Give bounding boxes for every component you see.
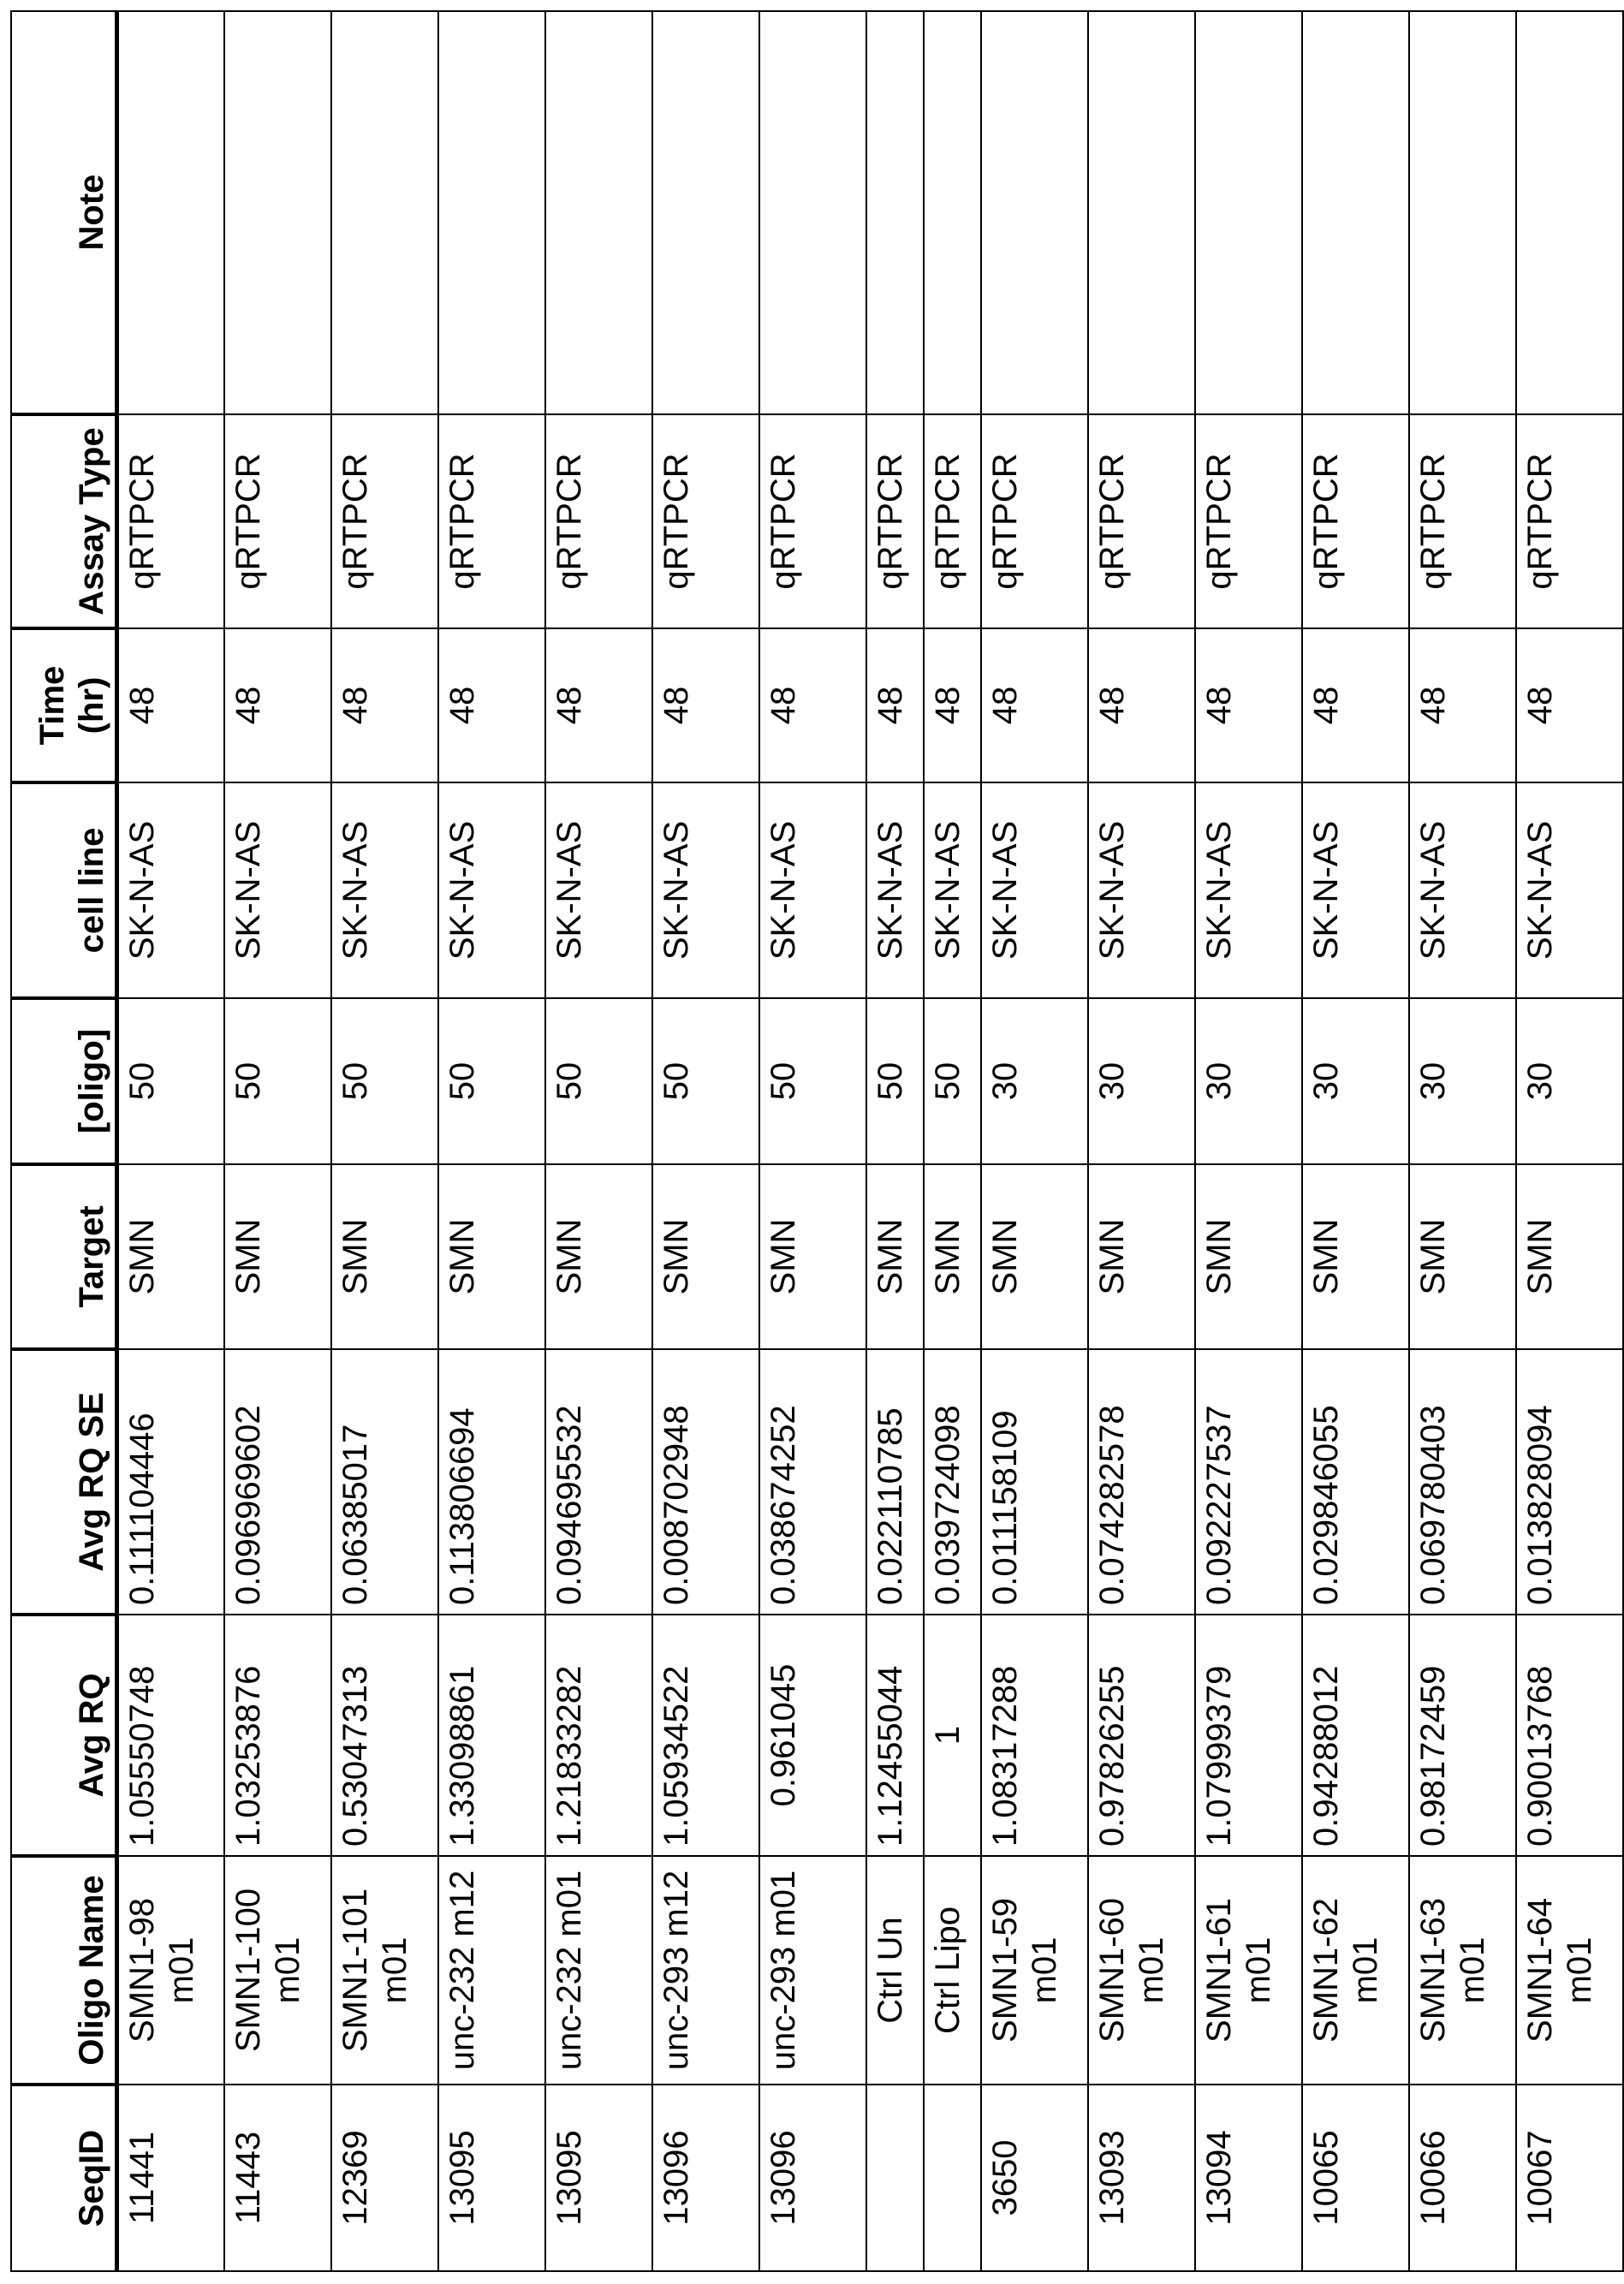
assay-type-cell: qRTPCR (1088, 414, 1195, 628)
avg-rq-se-cell: 0.008702948 (652, 1349, 759, 1615)
assay-type-cell: qRTPCR (759, 414, 866, 628)
table-row (1088, 11, 1195, 2271)
cell-line-cell: SK-N-AS (981, 782, 1088, 998)
avg-rq-cell: 1.07999379 (1195, 1615, 1302, 1856)
avg-rq-se-cell: 0.06385017 (331, 1349, 438, 1615)
assay-type-cell: qRTPCR (117, 414, 224, 628)
avg-rq-se-cell: 0.113806694 (438, 1349, 545, 1615)
target-cell: SMN (924, 1164, 981, 1349)
time-cell: 48 (438, 628, 545, 782)
seqid-cell: 11443 (224, 2085, 331, 2271)
note-cell (545, 11, 652, 414)
target-cell: SMN (331, 1164, 438, 1349)
avg-rq-se-cell: 0.094695532 (545, 1349, 652, 1615)
oligo-conc-cell: 50 (866, 998, 924, 1164)
oligo-conc-cell: 30 (981, 998, 1088, 1164)
target-cell: SMN (438, 1164, 545, 1349)
oligo-conc-cell: 30 (1516, 998, 1623, 1164)
note-cell (1302, 11, 1409, 414)
oligo-conc-cell: 30 (1195, 998, 1302, 1164)
avg-rq-cell: 1.03253876 (224, 1615, 331, 1856)
time-cell: 48 (545, 628, 652, 782)
avg-rq-cell: 0.97826255 (1088, 1615, 1195, 1856)
cell-line-cell: SK-N-AS (652, 782, 759, 998)
note-cell (759, 11, 866, 414)
oligo-name-cell: Ctrl Lipo (924, 1856, 981, 2085)
cell-line-cell: SK-N-AS (1409, 782, 1516, 998)
header-assay-type: Assay Type (11, 414, 117, 628)
avg-rq-cell: 1 (924, 1615, 981, 1856)
avg-rq-cell: 0.90013768 (1516, 1615, 1623, 1856)
table-row (759, 11, 866, 2271)
oligo-name-cell: SMN1-60 m01 (1088, 1856, 1195, 2085)
time-cell: 48 (331, 628, 438, 782)
target-cell: SMN (224, 1164, 331, 1349)
oligo-name-cell: unc-232 m01 (545, 1856, 652, 2085)
target-cell: SMN (117, 1164, 224, 1349)
cell-line-cell: SK-N-AS (759, 782, 866, 998)
seqid-cell: 13095 (545, 2085, 652, 2271)
avg-rq-se-cell: 0.013828094 (1516, 1349, 1623, 1615)
oligo-name-cell: unc-232 m12 (438, 1856, 545, 2085)
note-cell (981, 11, 1088, 414)
avg-rq-cell: 1.21833282 (545, 1615, 652, 1856)
header-cell-line: cell line (11, 782, 117, 998)
target-cell: SMN (1409, 1164, 1516, 1349)
cell-line-cell: SK-N-AS (438, 782, 545, 998)
avg-rq-cell: 1.33098861 (438, 1615, 545, 1856)
avg-rq-cell: 0.94288012 (1302, 1615, 1409, 1856)
avg-rq-cell: 1.05934522 (652, 1615, 759, 1856)
time-cell: 48 (1302, 628, 1409, 782)
target-cell: SMN (1195, 1164, 1302, 1349)
seqid-cell: 13095 (438, 2085, 545, 2271)
note-cell (866, 11, 924, 414)
oligo-name-cell: unc-293 m12 (652, 1856, 759, 2085)
seqid-cell (866, 2085, 924, 2271)
target-cell: SMN (1516, 1164, 1623, 1349)
time-cell: 48 (924, 628, 981, 782)
note-cell (924, 11, 981, 414)
seqid-cell: 3650 (981, 2085, 1088, 2271)
seqid-cell: 13093 (1088, 2085, 1195, 2271)
note-cell (1195, 11, 1302, 414)
table-row (224, 11, 331, 2271)
avg-rq-se-cell: 0.096969602 (224, 1349, 331, 1615)
avg-rq-cell: 1.12455044 (866, 1615, 924, 1856)
header-avg-rq: Avg RQ (11, 1615, 117, 1856)
time-cell: 48 (759, 628, 866, 782)
target-cell: SMN (652, 1164, 759, 1349)
note-cell (1516, 11, 1623, 414)
cell-line-cell: SK-N-AS (1516, 782, 1623, 998)
oligo-name-cell: SMN1-61 m01 (1195, 1856, 1302, 2085)
cell-line-cell: SK-N-AS (924, 782, 981, 998)
target-cell: SMN (981, 1164, 1088, 1349)
time-cell: 48 (652, 628, 759, 782)
rotated-table-page (0, 0, 1624, 2284)
seqid-cell: 13096 (652, 2085, 759, 2271)
time-cell: 48 (866, 628, 924, 782)
assay-type-cell: qRTPCR (331, 414, 438, 628)
avg-rq-cell: 1.05550748 (117, 1615, 224, 1856)
results-table (10, 10, 1624, 2272)
assay-type-cell: qRTPCR (1409, 414, 1516, 628)
time-cell: 48 (117, 628, 224, 782)
oligo-conc-cell: 50 (331, 998, 438, 1164)
seqid-cell: 12369 (331, 2085, 438, 2271)
oligo-name-cell: SMN1-62 m01 (1302, 1856, 1409, 2085)
note-cell (331, 11, 438, 414)
avg-rq-se-cell: 0.074282578 (1088, 1349, 1195, 1615)
avg-rq-se-cell: 0.029846055 (1302, 1349, 1409, 1615)
oligo-conc-cell: 30 (1302, 998, 1409, 1164)
target-cell: SMN (759, 1164, 866, 1349)
time-cell: 48 (1516, 628, 1623, 782)
oligo-conc-cell: 50 (759, 998, 866, 1164)
avg-rq-se-cell: 0.011158109 (981, 1349, 1088, 1615)
avg-rq-cell: 0.98172459 (1409, 1615, 1516, 1856)
assay-type-cell: qRTPCR (981, 414, 1088, 628)
note-cell (652, 11, 759, 414)
note-cell (1088, 11, 1195, 414)
assay-type-cell: qRTPCR (1302, 414, 1409, 628)
avg-rq-se-cell: 0.092227537 (1195, 1349, 1302, 1615)
time-cell: 48 (981, 628, 1088, 782)
header-time: Time (hr) (11, 628, 117, 782)
header-seqid: SeqID (11, 2085, 117, 2271)
assay-type-cell: qRTPCR (438, 414, 545, 628)
table-row (331, 11, 438, 2271)
header-oligo-name: Oligo Name (11, 1856, 117, 2085)
cell-line-cell: SK-N-AS (545, 782, 652, 998)
oligo-conc-cell: 50 (438, 998, 545, 1164)
cell-line-cell: SK-N-AS (1195, 782, 1302, 998)
assay-type-cell: qRTPCR (652, 414, 759, 628)
table-row (981, 11, 1088, 2271)
avg-rq-se-cell: 0.022110785 (866, 1349, 924, 1615)
table-row (438, 11, 545, 2271)
cell-line-cell: SK-N-AS (331, 782, 438, 998)
table-row (117, 11, 224, 2271)
oligo-name-cell: SMN1-63 m01 (1409, 1856, 1516, 2085)
oligo-conc-cell: 30 (1409, 998, 1516, 1164)
assay-type-cell: qRTPCR (1516, 414, 1623, 628)
table-row (1195, 11, 1302, 2271)
seqid-cell: 10066 (1409, 2085, 1516, 2271)
oligo-name-cell: SMN1-64 m01 (1516, 1856, 1623, 2085)
table-row (1409, 11, 1516, 2271)
time-cell: 48 (224, 628, 331, 782)
time-cell: 48 (1195, 628, 1302, 782)
table-row (1302, 11, 1409, 2271)
seqid-cell: 10065 (1302, 2085, 1409, 2271)
table-row (866, 11, 924, 2271)
cell-line-cell: SK-N-AS (1088, 782, 1195, 998)
time-cell: 48 (1088, 628, 1195, 782)
table-row (652, 11, 759, 2271)
table-row (1516, 11, 1623, 2271)
target-cell: SMN (866, 1164, 924, 1349)
oligo-conc-cell: 30 (1088, 998, 1195, 1164)
table-row (545, 11, 652, 2271)
oligo-conc-cell: 50 (545, 998, 652, 1164)
oligo-name-cell: SMN1-101 m01 (331, 1856, 438, 2085)
oligo-conc-cell: 50 (224, 998, 331, 1164)
seqid-cell: 13094 (1195, 2085, 1302, 2271)
avg-rq-se-cell: 0.039724098 (924, 1349, 981, 1615)
avg-rq-se-cell: 0.111104446 (117, 1349, 224, 1615)
seqid-cell (924, 2085, 981, 2271)
header-target: Target (11, 1164, 117, 1349)
header-avg-rq-se: Avg RQ SE (11, 1349, 117, 1615)
assay-type-cell: qRTPCR (866, 414, 924, 628)
note-cell (117, 11, 224, 414)
oligo-conc-cell: 50 (652, 998, 759, 1164)
oligo-conc-cell: 50 (924, 998, 981, 1164)
target-cell: SMN (1302, 1164, 1409, 1349)
note-cell (438, 11, 545, 414)
assay-type-cell: qRTPCR (545, 414, 652, 628)
header-oligo-conc: [oligo] (11, 998, 117, 1164)
avg-rq-se-cell: 0.038674252 (759, 1349, 866, 1615)
oligo-conc-cell: 50 (117, 998, 224, 1164)
assay-type-cell: qRTPCR (224, 414, 331, 628)
seqid-cell: 13096 (759, 2085, 866, 2271)
assay-type-cell: qRTPCR (924, 414, 981, 628)
target-cell: SMN (545, 1164, 652, 1349)
cell-line-cell: SK-N-AS (1302, 782, 1409, 998)
cell-line-cell: SK-N-AS (866, 782, 924, 998)
oligo-name-cell: SMN1-98 m01 (117, 1856, 224, 2085)
avg-rq-se-cell: 0.069780403 (1409, 1349, 1516, 1615)
oligo-name-cell: Ctrl Un (866, 1856, 924, 2085)
seqid-cell: 10067 (1516, 2085, 1623, 2271)
target-cell: SMN (1088, 1164, 1195, 1349)
cell-line-cell: SK-N-AS (117, 782, 224, 998)
cell-line-cell: SK-N-AS (224, 782, 331, 998)
time-cell: 48 (1409, 628, 1516, 782)
note-cell (224, 11, 331, 414)
note-cell (1409, 11, 1516, 414)
oligo-name-cell: SMN1-59 m01 (981, 1856, 1088, 2085)
assay-type-cell: qRTPCR (1195, 414, 1302, 628)
oligo-name-cell: unc-293 m01 (759, 1856, 866, 2085)
table-row (924, 11, 981, 2271)
avg-rq-cell: 0.53047313 (331, 1615, 438, 1856)
header-row (11, 11, 117, 2271)
header-note: Note (11, 11, 117, 414)
avg-rq-cell: 0.961045 (759, 1615, 866, 1856)
oligo-name-cell: SMN1-100 m01 (224, 1856, 331, 2085)
avg-rq-cell: 1.08317288 (981, 1615, 1088, 1856)
seqid-cell: 11441 (117, 2085, 224, 2271)
